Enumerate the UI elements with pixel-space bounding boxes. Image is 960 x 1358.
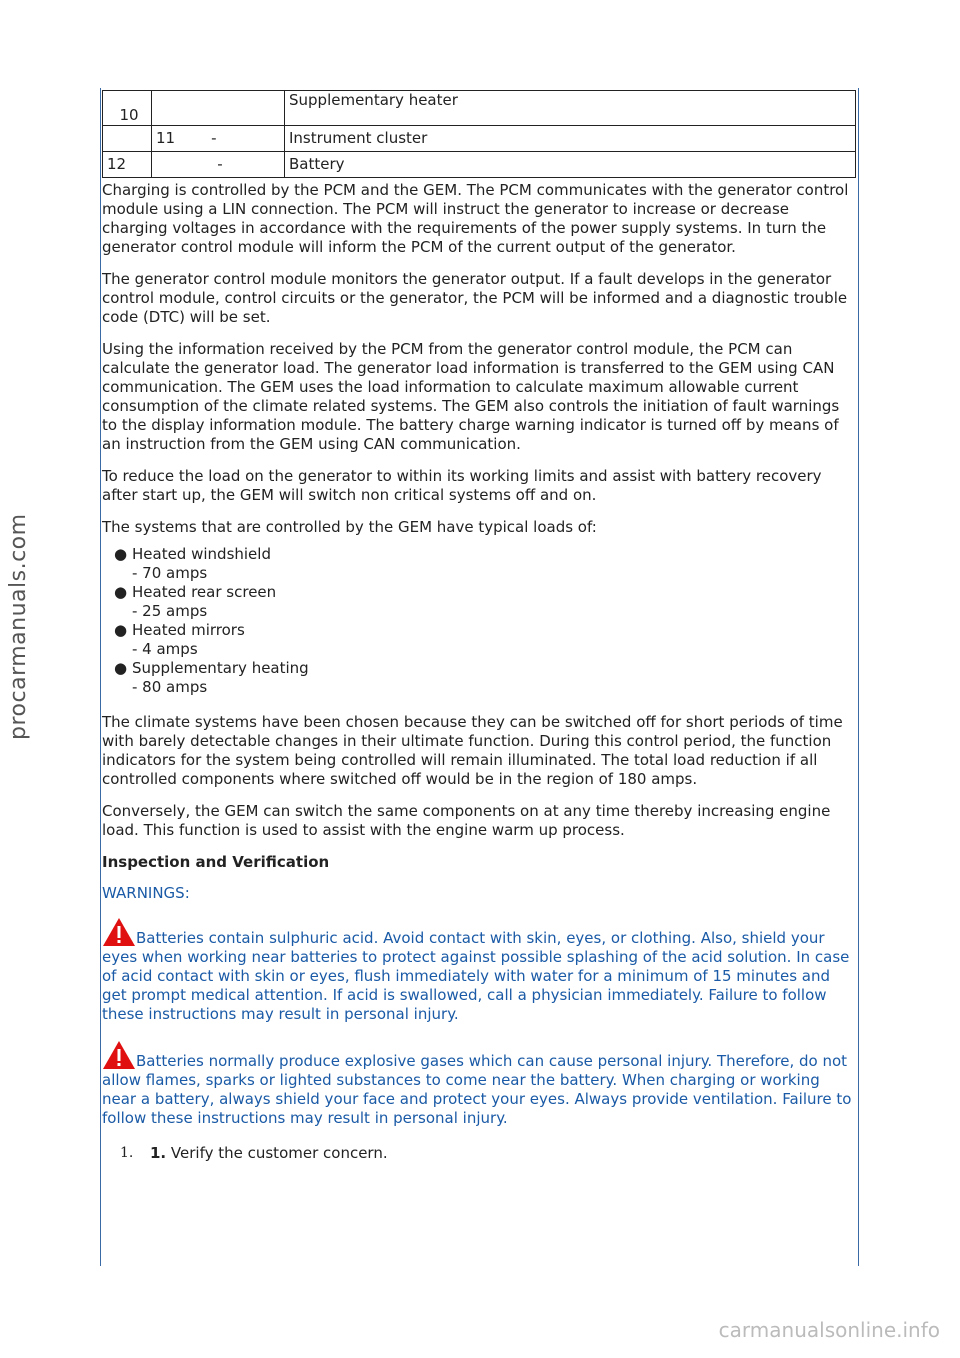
paragraph-load-calc: Using the information received by the PCM from the generator control module, the PCM can calculate the generator load. The generator load information is transferred to the GEM using CAN communication. The GEM uses the load information to calculate maximum allowable current consumption of the climate related systems. The GEM also controls the initiation of fault warnings to the display information module. The battery charge warning indicator is turned off by means of an instruction from the GEM using CAN communication.: [102, 340, 840, 453]
step-instruction: Verify the customer concern.: [166, 1144, 388, 1162]
paragraph-conversely: Conversely, the GEM can switch the same components on at any time thereby increasing engine load. This function is used to assist with the engine warm up process.: [102, 802, 831, 839]
load-name: Heated mirrors: [132, 621, 245, 639]
table-row: [103, 152, 856, 178]
row-number-separator: [152, 126, 285, 152]
list-item: [114, 545, 856, 583]
paragraph-load-reduction: To reduce the load on the generator to within its working limits and assist with battery recovery after start up, the GEM will switch non critical systems off and on.: [102, 467, 822, 504]
paragraph-systems-intro: The systems that are controlled by the GEM have typical loads of:: [102, 518, 597, 536]
warnings-label: WARNINGS:: [102, 884, 190, 902]
load-name: Supplementary heating: [132, 659, 309, 677]
row-number: 10: [103, 91, 152, 126]
section-heading: Inspection and Verification: [102, 853, 330, 871]
table-row: [103, 91, 856, 126]
load-amps: - 70 amps: [132, 564, 208, 582]
bullet-icon: ●: [114, 545, 128, 563]
bullet-icon: ●: [114, 621, 128, 639]
left-rule: [100, 88, 101, 1266]
load-name: Heated windshield: [132, 545, 271, 563]
table-row: [103, 126, 856, 152]
row-separator: -: [211, 129, 217, 147]
row-description: Supplementary heater: [285, 91, 856, 126]
warning-gases: [102, 1040, 856, 1128]
warning-triangle-icon: [102, 917, 136, 947]
step-number: 1.: [120, 1145, 134, 1161]
warning-text: Batteries normally produce explosive gases which can cause personal injury. Therefore, do not allow flames, sparks or lighted substances to come near the battery. When charging or working near a battery, always shield your face and protect your eyes. Always provide ventilation. Failure to follow these instructions may result in personal injury.: [102, 1052, 852, 1127]
list-item: [114, 583, 856, 621]
document-body: [102, 90, 856, 1163]
load-amps: - 4 amps: [132, 640, 198, 658]
load-amps: - 80 amps: [132, 678, 208, 696]
warning-text: Batteries contain sulphuric acid. Avoid contact with skin, eyes, or clothing. Also, shield your eyes when working near batteries to protect against possible splashing of the acid solution. In case of acid contact with skin or eyes, flush immediately with water for a minimum of 15 minutes and get prompt medical attention. If acid is swallowed, call a physician immediately. Failure to follow these instructions may result in personal injury.: [102, 929, 850, 1023]
row-description: Instrument cluster: [285, 126, 856, 152]
row-number: 12: [103, 152, 152, 178]
bullet-icon: ●: [114, 659, 128, 677]
step-bold-number: 1.: [150, 1144, 167, 1162]
list-item: [114, 659, 856, 697]
paragraph-charging: Charging is controlled by the PCM and the GEM. The PCM communicates with the generator control module using a LIN connection. The PCM will instruct the generator to increase or decrease charging voltages in accordance with the requirements of the power supply systems. In turn the generator control module will inform the PCM of the current output of the generator.: [102, 181, 849, 256]
paragraph-climate-systems: The climate systems have been chosen because they can be switched off for short periods of time with barely detectable changes in their ultimate function. During this control period, the function indicators for the system being controlled will remain illuminated. The total load reduction if all controlled components where switched off would be in the region of 180 amps.: [102, 713, 843, 788]
row-empty-cell: [103, 126, 152, 152]
step-text: [150, 1144, 856, 1163]
row-separator: [152, 91, 285, 126]
load-name: Heated rear screen: [132, 583, 277, 601]
row-separator: -: [152, 152, 285, 178]
warning-triangle-icon: [102, 1040, 136, 1070]
side-watermark: procarmanuals.com: [6, 513, 31, 740]
bullet-icon: ●: [114, 583, 128, 601]
load-amps: - 25 amps: [132, 602, 208, 620]
footer-watermark: carmanualsonline.info: [718, 1318, 940, 1342]
list-item: [114, 621, 856, 659]
loads-list: [102, 545, 856, 697]
paragraph-monitoring: The generator control module monitors the generator output. If a fault develops in the generator control module, control circuits or the generator, the PCM will be informed and a diagnostic trouble code (DTC) will be set.: [102, 270, 848, 326]
warning-acid: [102, 917, 856, 1024]
step-item: [102, 1144, 856, 1163]
parts-table: [102, 90, 856, 178]
row-description: Battery: [285, 152, 856, 178]
row-number: 11: [156, 129, 176, 147]
right-rule: [858, 88, 859, 1266]
